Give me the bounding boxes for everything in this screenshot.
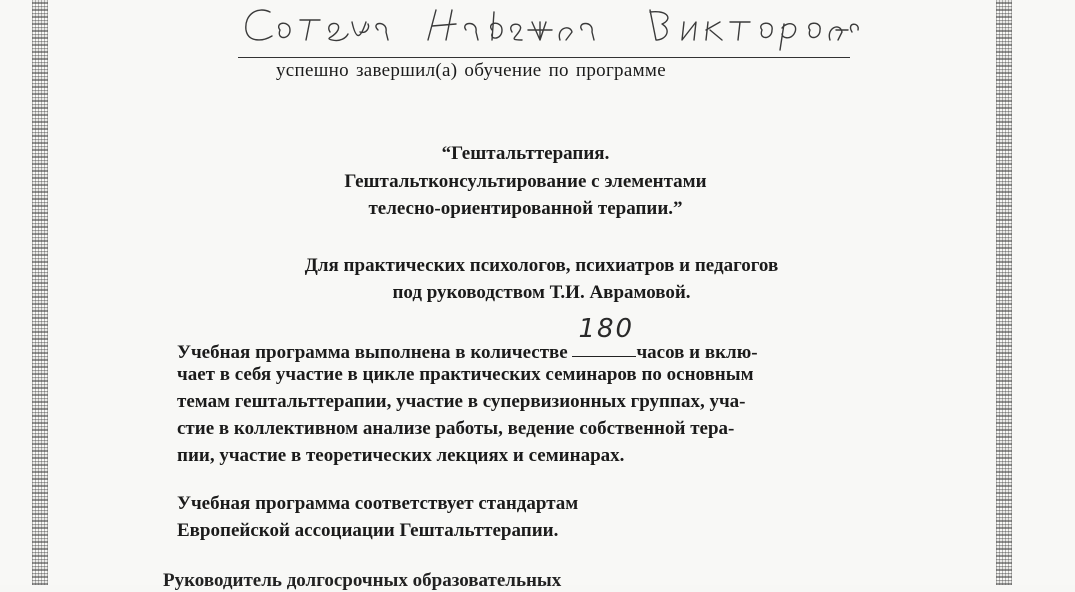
body-line-4: пии, участие в теоретических лекциях и семинарах.	[177, 445, 625, 466]
audience-line-2: под руководством Т.И. Аврамовой.	[392, 282, 691, 303]
hours-suffix: часов и вклю-	[636, 342, 758, 363]
hours-prefix: Учебная программа выполнена в количестве	[177, 342, 568, 363]
hours-handwritten-value: 180	[578, 314, 635, 344]
leader-line-partial: Руководитель долгосрочных образовательных	[163, 570, 562, 591]
standards-line-2: Европейской ассоциации Гештальттерапии.	[177, 520, 559, 541]
handwritten-recipient-name	[210, 0, 860, 60]
standards-line-1: Учебная программа соответствует стандартам	[177, 493, 579, 514]
hours-statement	[177, 314, 758, 364]
hours-underline	[572, 356, 636, 357]
program-title-line-2: Гештальтконсультирование с элементами	[344, 171, 707, 192]
body-line-3: стие в коллективном анализе работы, ведение собственной тера-	[177, 418, 735, 439]
hours-field	[572, 314, 636, 358]
body-line-2: темам гештальттерапии, участие в супервизионных группах, уча-	[177, 391, 746, 412]
recipient-name-underline	[238, 57, 850, 58]
program-title-line-1: “Гештальттерапия.	[441, 143, 610, 164]
completion-statement: успешно завершил(а) обучение по программе	[276, 60, 666, 81]
audience-line-1: Для практических психологов, психиатров и педагогов	[304, 255, 779, 276]
program-title-line-3: телесно-ориентированной терапии.”	[368, 198, 683, 219]
body-line-1: чает в себя участие в цикле практических семинаров по основным	[177, 364, 754, 385]
